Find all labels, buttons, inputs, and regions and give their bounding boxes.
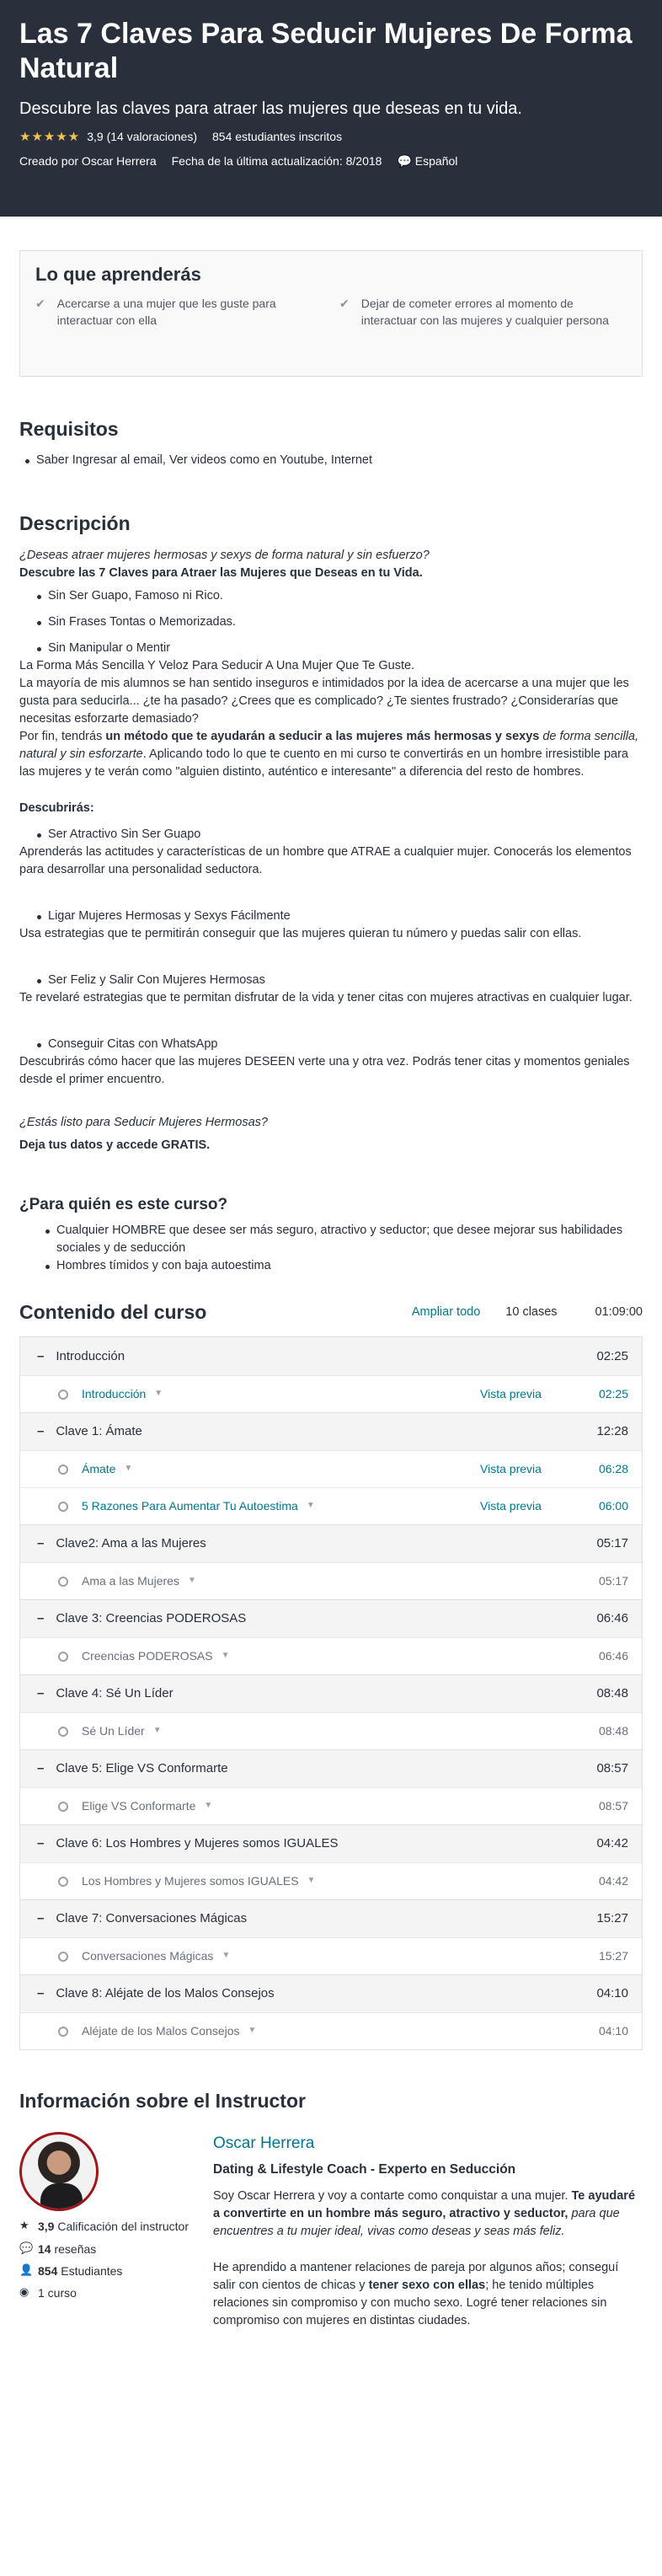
desc-paragraph: Descubrirás cómo hacer que las mujeres DESEEN verte una y otra vez. Podrás tener citas y momentos geniales desde el primer encuentro. <box>19 1055 630 1087</box>
chevron-down-icon[interactable]: ▼ <box>124 1464 133 1474</box>
section-duration: 08:57 <box>596 1761 628 1776</box>
desc-question: ¿Deseas atraer mujeres hermosas y sexys de forma natural y sin esfuerzo? <box>19 548 430 562</box>
chevron-down-icon[interactable]: ▼ <box>152 1726 162 1736</box>
play-circle-icon <box>58 1652 68 1662</box>
list-item: Ligar Mujeres Hermosas y Sexys Fácilmente <box>31 908 643 925</box>
chevron-down-icon[interactable]: ▼ <box>307 1876 316 1886</box>
desc-paragraph: La mayoría de mis alumnos se han sentido inseguros e intimidados por la idea de acercarse a una mujer que les gusta para seducirla... ¿te ha pasado? ¿Crees que es complicado? ¿Te sientes frustrado? ¿Considerarías que necesitas esforzarte demasiado? <box>19 676 629 726</box>
section-duration: 04:42 <box>596 1836 628 1851</box>
check-icon: ✔ <box>339 296 350 310</box>
instructor-students: 854 Estudiantes <box>38 2263 123 2278</box>
instructor-bio: Soy Oscar Herrera y voy a contarte como conquistar a una mujer. Te ayudaré a convertirte en un hombre más seguro, atractivo y seductor, para que encuentres a tu mujer ideal, vivas como deseas y seas más feliz. <box>213 2189 636 2239</box>
section-duration: 12:28 <box>596 1424 628 1439</box>
rating-stars-icon: ★★★★★ <box>19 129 81 144</box>
section-title: Clave 6: Los Hombres y Mujeres somos IGUALES <box>56 1836 339 1851</box>
minus-icon: – <box>37 1611 45 1626</box>
instructor-title: Información sobre el Instructor <box>19 2090 306 2113</box>
section-header[interactable] <box>20 1524 642 1562</box>
minus-icon: – <box>37 1836 45 1851</box>
desc-cta: Deja tus datos y accede GRATIS. <box>19 1138 211 1153</box>
instructor-role: Dating & Lifestyle Coach - Experto en Seducción <box>213 2161 516 2177</box>
section-header[interactable] <box>20 1337 642 1375</box>
play-circle-icon <box>58 1952 68 1962</box>
chevron-down-icon[interactable]: ▼ <box>154 1389 163 1399</box>
lecture-row[interactable] <box>20 1712 642 1749</box>
lecture-duration: 06:00 <box>598 1499 628 1513</box>
desc-paragraph: Usa estrategias que te permitirán conseguir que las mujeres quieran tu número y puedas salir con ellas. <box>19 926 582 940</box>
description <box>0 510 662 1154</box>
chevron-down-icon[interactable]: ▼ <box>204 1801 213 1811</box>
section-title: Clave 8: Aléjate de los Malos Consejos <box>56 1986 275 2001</box>
play-circle-icon: ◉ <box>19 2285 29 2299</box>
section-title: Clave 3: Creencias PODEROSAS <box>56 1611 247 1626</box>
lecture-duration: 04:10 <box>598 2024 628 2038</box>
play-circle-icon <box>58 2027 68 2037</box>
section-title: Clave 5: Elige VS Conformarte <box>56 1761 228 1776</box>
section-header[interactable] <box>20 1824 642 1862</box>
instructor-bio: He aprendido a mantener relaciones de pareja por algunos años; conseguí salir con cientos de chicas y tener sexo con ellas; he tenido múltiples relaciones sin compromiso y con mucho sexo. Logré tener relaciones sin compromiso con mujeres en distintas ciudades. <box>213 2261 619 2328</box>
audience-title: ¿Para quién es este curso? <box>19 1196 228 1214</box>
course-subtitle: Descubre las claves para atraer las mujeres que deseas en tu vida. <box>19 99 522 118</box>
lecture-title: Creencias PODEROSAS <box>82 1649 213 1663</box>
avatar[interactable] <box>19 2132 99 2211</box>
lecture-count: 10 clases <box>505 1304 558 1319</box>
requirement-item: Saber Ingresar al email, Ver videos como en Youtube, Internet <box>19 452 643 469</box>
speech-bubble-icon: 💬 <box>397 154 415 169</box>
lecture-duration: 06:28 <box>598 1462 628 1476</box>
minus-icon: – <box>37 1348 45 1363</box>
curriculum-panel <box>19 1336 643 2050</box>
check-icon: ✔ <box>35 296 45 310</box>
preview-link[interactable]: Vista previa <box>480 1499 542 1513</box>
what-you-learn <box>19 250 643 377</box>
section-duration: 02:25 <box>596 1348 628 1363</box>
requirements <box>0 415 662 469</box>
section-duration: 05:17 <box>596 1536 628 1551</box>
last-updated: Fecha de la última actualización: 8/2018 <box>171 154 382 169</box>
list-item: Conseguir Citas con WhatsApp <box>31 1036 643 1053</box>
learn-title: Lo que aprenderás <box>35 264 201 285</box>
list-item: Sin Ser Guapo, Famoso ni Rico. <box>31 587 643 605</box>
user-icon: 👤 <box>19 2263 34 2276</box>
chevron-down-icon[interactable]: ▼ <box>306 1501 315 1511</box>
play-circle-icon <box>58 1465 68 1475</box>
description-title: Descripción <box>19 512 131 535</box>
lecture-row[interactable] <box>20 1787 642 1824</box>
lecture-row[interactable] <box>20 1487 642 1524</box>
section-title: Clave 7: Conversaciones Mágicas <box>56 1911 248 1926</box>
lecture-duration: 05:17 <box>598 1574 628 1588</box>
instructor-reviews: 14 reseñas <box>38 2241 97 2256</box>
play-circle-icon <box>58 1502 68 1512</box>
lecture-title[interactable]: 5 Razones Para Aumentar Tu Autoestima <box>82 1499 298 1513</box>
lecture-title: Conversaciones Mágicas <box>82 1949 214 1963</box>
section-title: Clave 1: Ámate <box>56 1424 142 1439</box>
minus-icon: – <box>37 1424 45 1439</box>
preview-link[interactable]: Vista previa <box>480 1387 542 1401</box>
chevron-down-icon[interactable]: ▼ <box>187 1576 196 1586</box>
requirements-title: Requisitos <box>19 418 119 440</box>
chevron-down-icon[interactable]: ▼ <box>222 1951 231 1961</box>
section-title: Introducción <box>56 1348 125 1363</box>
instructor-rating: 3,9 Calificación del instructor <box>38 2220 189 2234</box>
section-title: Clave2: Ama a las Mujeres <box>56 1536 206 1551</box>
author[interactable]: Creado por Oscar Herrera <box>19 154 157 169</box>
section-duration: 15:27 <box>596 1911 628 1926</box>
lecture-title[interactable]: Ámate <box>82 1462 116 1476</box>
lecture-row[interactable] <box>20 2012 642 2049</box>
chevron-down-icon[interactable]: ▼ <box>221 1651 230 1661</box>
play-circle-icon <box>58 1727 68 1737</box>
lecture-title: Los Hombres y Mujeres somos IGUALES <box>82 1874 299 1888</box>
audience <box>0 1193 662 1275</box>
instructor-name[interactable]: Oscar Herrera <box>213 2134 315 2153</box>
section-duration: 04:10 <box>596 1986 628 2001</box>
desc-headline: Descubre las 7 Claves para Atraer las Mujeres que Deseas en tu Vida. <box>19 565 423 580</box>
desc-paragraph: Aprenderás las actitudes y características de un hombre que ATRAE a cualquier mujer. Conocerás los elementos para desarrollar una personalidad seductora. <box>19 844 632 876</box>
play-circle-icon <box>58 1802 68 1812</box>
instructor-section <box>0 2087 662 2330</box>
audience-item: Hombres tímidos y con baja autoestima <box>40 1257 643 1275</box>
lecture-title[interactable]: Introducción <box>82 1387 147 1401</box>
list-item: Sin Manipular o Mentir <box>31 640 643 657</box>
students-count: 854 estudiantes inscritos <box>212 130 343 144</box>
section-header[interactable] <box>20 1974 642 2012</box>
minus-icon: – <box>37 1986 45 2001</box>
desc-paragraph: Por fin, tendrás un método que te ayudarán a seducir a las mujeres más hermosas y sexys de forma sencilla, natural y sin esforzarte. Aplicando todo lo que te cuento en mi curso te convertirás en un hombre irresistible para las mujeres y te verán como "alguien distinto, auténtico e interesante" a diferencia del resto de hombres. <box>19 729 639 779</box>
preview-link[interactable]: Vista previa <box>480 1462 542 1476</box>
expand-all-link[interactable]: Ampliar todo <box>411 1304 481 1319</box>
curriculum <box>0 1299 662 2050</box>
play-circle-icon <box>58 1390 68 1400</box>
lecture-title: Ama a las Mujeres <box>82 1574 179 1588</box>
list-item: Ser Atractivo Sin Ser Guapo <box>31 826 643 843</box>
lecture-row[interactable] <box>20 1937 642 1974</box>
lecture-row[interactable] <box>20 1637 642 1674</box>
course-title: Las 7 Claves Para Seducir Mujeres De Forma Natural <box>19 18 633 84</box>
language: Español <box>414 154 458 169</box>
lecture-row[interactable] <box>20 1562 642 1599</box>
lecture-duration: 15:27 <box>598 1949 628 1963</box>
comment-icon: 💬 <box>19 2241 34 2254</box>
lecture-duration: 06:46 <box>598 1649 628 1663</box>
course-header <box>0 0 662 217</box>
minus-icon: – <box>37 1536 45 1551</box>
lecture-duration: 04:42 <box>598 1874 628 1888</box>
section-title: Clave 4: Sé Un Líder <box>56 1686 174 1701</box>
learn-item: ✔ Acercarse a una mujer que les guste para interactuar con ella <box>35 295 323 329</box>
minus-icon: – <box>37 1911 45 1926</box>
lecture-row[interactable] <box>20 1375 642 1412</box>
total-duration: 01:09:00 <box>595 1304 643 1319</box>
section-duration: 08:48 <box>596 1686 628 1701</box>
minus-icon: – <box>37 1761 45 1776</box>
play-circle-icon <box>58 1877 68 1887</box>
desc-paragraph: La Forma Más Sencilla Y Veloz Para Seducir A Una Mujer Que Te Guste. <box>19 658 415 672</box>
list-item: Sin Frases Tontas o Memorizadas. <box>31 613 643 631</box>
minus-icon: – <box>37 1686 45 1701</box>
lecture-duration: 08:48 <box>598 1724 628 1738</box>
desc-question: ¿Estás listo para Seducir Mujeres Hermosas? <box>19 1116 268 1130</box>
lecture-title: Sé Un Líder <box>82 1724 145 1738</box>
desc-paragraph: Te revelaré estrategias que te permitan disfrutar de la vida y tener citas con mujeres atractivas en cualquier lugar. <box>19 991 633 1004</box>
chevron-down-icon[interactable]: ▼ <box>248 2026 257 2036</box>
lecture-row[interactable] <box>20 1450 642 1487</box>
section-header[interactable] <box>20 1412 642 1450</box>
lecture-duration: 08:57 <box>598 1799 628 1813</box>
lecture-row[interactable] <box>20 1862 642 1899</box>
section-duration: 06:46 <box>596 1611 628 1626</box>
section-header[interactable] <box>20 1599 642 1637</box>
section-header[interactable] <box>20 1749 642 1787</box>
lecture-title: Aléjate de los Malos Consejos <box>82 2024 240 2038</box>
section-header[interactable] <box>20 1899 642 1937</box>
lecture-duration: 02:25 <box>598 1387 628 1401</box>
learn-item: ✔ Dejar de cometer errores al momento de interactuar con las mujeres y cualquier persona <box>339 295 627 329</box>
section-header[interactable] <box>20 1674 642 1712</box>
audience-item: Cualquier HOMBRE que desee ser más seguro, atractivo y seductor; que desee mejorar sus habilidades sociales y de seducción <box>40 1222 643 1257</box>
play-circle-icon <box>58 1577 68 1587</box>
instructor-courses: 1 curso <box>38 2286 77 2300</box>
star-icon: ★ <box>19 2219 29 2232</box>
rating-text[interactable]: 3,9 (14 valoraciones) <box>87 130 197 144</box>
curriculum-title: Contenido del curso <box>19 1300 207 1323</box>
list-item: Ser Feliz y Salir Con Mujeres Hermosas <box>31 972 643 989</box>
lecture-title: Elige VS Conformarte <box>82 1799 196 1813</box>
discover-label: Descubrirás: <box>19 801 94 815</box>
